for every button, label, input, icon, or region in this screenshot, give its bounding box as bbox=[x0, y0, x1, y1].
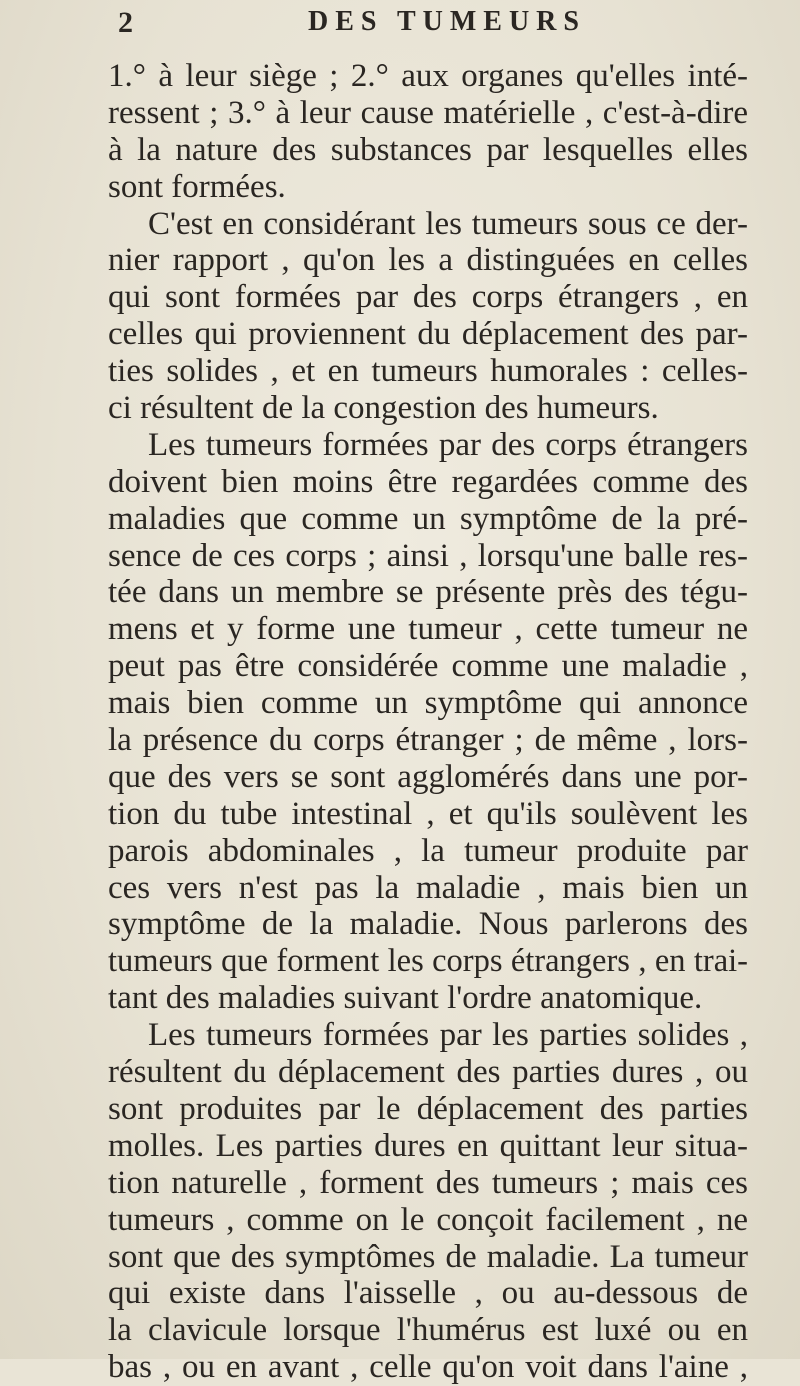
text-line: maladies que comme un symptôme de la pré- bbox=[108, 500, 748, 537]
text-line: nier rapport , qu'on les a distinguées en celles bbox=[108, 242, 748, 279]
text-line: la clavicule lorsque l'humérus est luxé ou en bbox=[108, 1312, 748, 1349]
text-line: tion naturelle , forment des tumeurs ; mais ces bbox=[108, 1164, 748, 1201]
text-line: celles qui proviennent du déplacement des par- bbox=[108, 316, 748, 353]
text-line: Les tumeurs formées par des corps étrangers bbox=[148, 426, 748, 463]
text-line: tant des maladies suivant l'ordre anatomique. bbox=[108, 980, 703, 1017]
text-line: ces vers n'est pas la maladie , mais bien un bbox=[108, 869, 748, 906]
text-line: C'est en considérant les tumeurs sous ce der- bbox=[148, 205, 748, 242]
text-line: tumeurs , comme on le conçoit facilement , ne bbox=[108, 1201, 748, 1238]
text-line: tée dans un membre se présente près des tégu- bbox=[108, 574, 748, 611]
text-line: que des vers se sont agglomérés dans une por- bbox=[108, 758, 748, 795]
text-line: molles. Les parties dures en quittant leur situa- bbox=[108, 1127, 748, 1164]
text-line: qui existe dans l'aisselle , ou au-dessous de bbox=[108, 1275, 748, 1312]
text-line: à la nature des substances par lesquelles elles bbox=[108, 131, 748, 168]
text-line: doivent bien moins être regardées comme des bbox=[108, 463, 748, 500]
running-title: DES TUMEURS bbox=[308, 6, 586, 37]
text-line: sont formées. bbox=[108, 168, 286, 205]
text-line: tion du tube intestinal , et qu'ils soulèvent les bbox=[108, 795, 748, 832]
text-line: résultent du déplacement des parties dures , ou bbox=[108, 1054, 748, 1091]
text-line: tumeurs que forment les corps étrangers , en trai- bbox=[108, 943, 748, 980]
text-line: mais bien comme un symptôme qui annonce bbox=[108, 685, 748, 722]
text-line: bas , ou en avant , celle qu'on voit dans l'aine , bbox=[108, 1349, 748, 1386]
page-header bbox=[118, 6, 738, 50]
body-text bbox=[108, 58, 748, 1386]
text-line: ci résultent de la congestion des humeurs. bbox=[108, 390, 659, 427]
text-line: sence de ces corps ; ainsi , lorsqu'une balle res- bbox=[108, 537, 748, 574]
text-line: sont produites par le déplacement des parties bbox=[108, 1090, 748, 1127]
text-line: qui sont formées par des corps étrangers , en bbox=[108, 279, 748, 316]
text-line: sont que des symptômes de maladie. La tumeur bbox=[108, 1238, 748, 1275]
text-line: mens et y forme une tumeur , cette tumeur ne bbox=[108, 611, 748, 648]
text-line: peut pas être considérée comme une maladie , bbox=[108, 648, 748, 685]
text-line: la présence du corps étranger ; de même , lors- bbox=[108, 722, 748, 759]
text-line: symptôme de la maladie. Nous parlerons des bbox=[108, 906, 748, 943]
text-line: 1.° à leur siège ; 2.° aux organes qu'elles inté- bbox=[108, 58, 748, 94]
text-line: parois abdominales , la tumeur produite par bbox=[108, 832, 748, 869]
page-number: 2 bbox=[118, 6, 133, 39]
text-line: ressent ; 3.° à leur cause matérielle , c'est-à-dire bbox=[108, 94, 748, 131]
text-line: ties solides , et en tumeurs humorales : celles- bbox=[108, 353, 748, 390]
text-line: Les tumeurs formées par les parties solides , bbox=[148, 1017, 748, 1054]
